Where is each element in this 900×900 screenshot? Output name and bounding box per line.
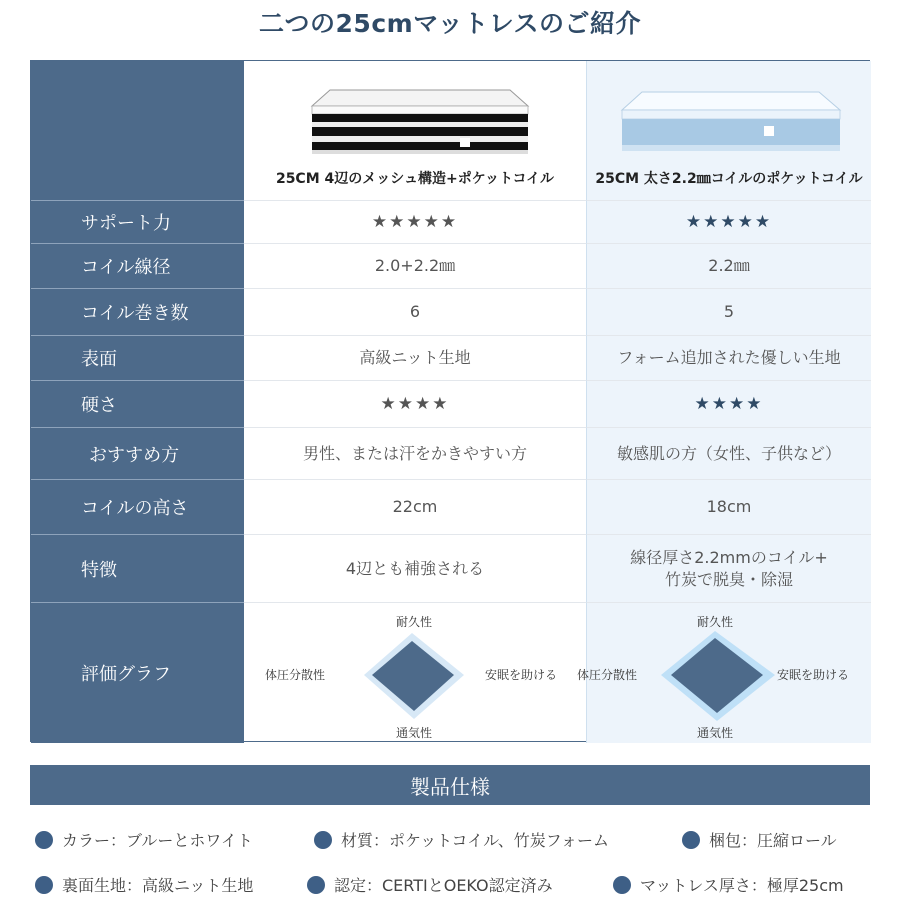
spec-item-color: カラー：ブルーとホワイト: [35, 828, 253, 851]
product-2-header: [586, 61, 871, 201]
row-value-recommended-2: 敏感肌の方（女性、子供など）: [586, 428, 871, 480]
rating-stars: ★★★★★: [685, 212, 773, 232]
spec-item-material: 材質：ポケットコイル、竹炭フォーム: [314, 828, 609, 851]
rating-stars: ★★★★: [694, 394, 764, 414]
row-value-coil-height-2: 18cm: [586, 480, 871, 535]
axis-label-pressure: 体圧分散性: [577, 668, 638, 682]
row-label-support: サポート力: [31, 201, 244, 244]
row-value-support-2: [586, 201, 871, 244]
header-label-cell: [31, 61, 244, 201]
mattress-light-blue-icon: [614, 82, 844, 160]
row-label-coil-height: コイルの高さ: [31, 480, 244, 535]
bullet-dot-icon: [314, 831, 332, 849]
row-value-features-1: 4辺とも補強される: [244, 535, 586, 603]
mattress-black-white-icon: [300, 82, 530, 160]
spec-item-thickness: マットレス厚さ：極厚25cm: [613, 873, 844, 896]
row-value-coil-turns-1: 6: [244, 289, 586, 336]
spec-item-back-fabric: 裏面生地：高級ニット生地: [35, 873, 253, 896]
bullet-dot-icon: [307, 876, 325, 894]
axis-label-breathability: 通気性: [396, 726, 433, 740]
comparison-table: [30, 60, 870, 742]
bullet-dot-icon: [35, 876, 53, 894]
row-value-features-2: [586, 535, 871, 603]
radar-graph-2: [577, 603, 871, 743]
spec-item-packaging: 梱包：圧縮ロール: [682, 828, 837, 851]
row-value-recommended-1: 男性、または汗をかきやすい方: [244, 428, 586, 480]
bullet-dot-icon: [682, 831, 700, 849]
row-label-surface: 表面: [31, 336, 244, 381]
product-2-name: 25CM 太さ2.2㎜コイルのポケットコイル: [595, 171, 863, 187]
product-1-header: [244, 61, 586, 201]
page-title: 二つの25cmマットレスのご紹介: [259, 9, 641, 38]
axis-label-pressure: 体圧分散性: [265, 668, 326, 682]
rating-stars: ★★★★: [380, 394, 450, 414]
bullet-dot-icon: [613, 876, 631, 894]
row-value-coil-diameter-1: 2.0+2.2㎜: [244, 244, 586, 289]
row-value-surface-1: 高級ニット生地: [244, 336, 586, 381]
row-label-coil-turns: コイル巻き数: [31, 289, 244, 336]
row-value-coil-diameter-2: 2.2㎜: [586, 244, 871, 289]
axis-label-sleep: 安眠を助ける: [485, 668, 558, 682]
row-value-coil-height-1: 22cm: [244, 480, 586, 535]
diamond-shape: [659, 629, 777, 723]
row-value-firmness-2: [586, 381, 871, 428]
product-1-name: 25CM 4辺のメッシュ構造+ポケットコイル: [275, 171, 555, 187]
row-value-surface-2: フォーム追加された優しい生地: [586, 336, 871, 381]
radar-graph-1: [244, 603, 586, 743]
diamond-shape: [360, 629, 470, 721]
bullet-dot-icon: [35, 831, 53, 849]
row-label-recommended: おすすめ方: [31, 428, 244, 480]
axis-label-breathability: 通気性: [697, 726, 734, 740]
features-2-line-1: 線径厚さ2.2mmのコイル+: [630, 547, 828, 567]
row-label-coil-diameter: コイル線径: [31, 244, 244, 289]
spec-item-certification: 認定：CERTIとOEKO認定済み: [307, 873, 553, 896]
row-label-firmness: 硬さ: [31, 381, 244, 428]
features-2-line-2: 竹炭で脱臭・除湿: [664, 569, 793, 589]
spec-section-header: 製品仕様: [30, 765, 870, 805]
row-value-support-1: [244, 201, 586, 244]
axis-label-durability: 耐久性: [396, 615, 433, 629]
axis-label-sleep: 安眠を助ける: [777, 668, 850, 682]
row-label-graph: 評価グラフ: [31, 603, 244, 743]
row-value-coil-turns-2: 5: [586, 289, 871, 336]
row-label-features: 特徴: [31, 535, 244, 603]
rating-stars: ★★★★★: [371, 212, 459, 232]
row-value-firmness-1: [244, 381, 586, 428]
axis-label-durability: 耐久性: [697, 615, 734, 629]
